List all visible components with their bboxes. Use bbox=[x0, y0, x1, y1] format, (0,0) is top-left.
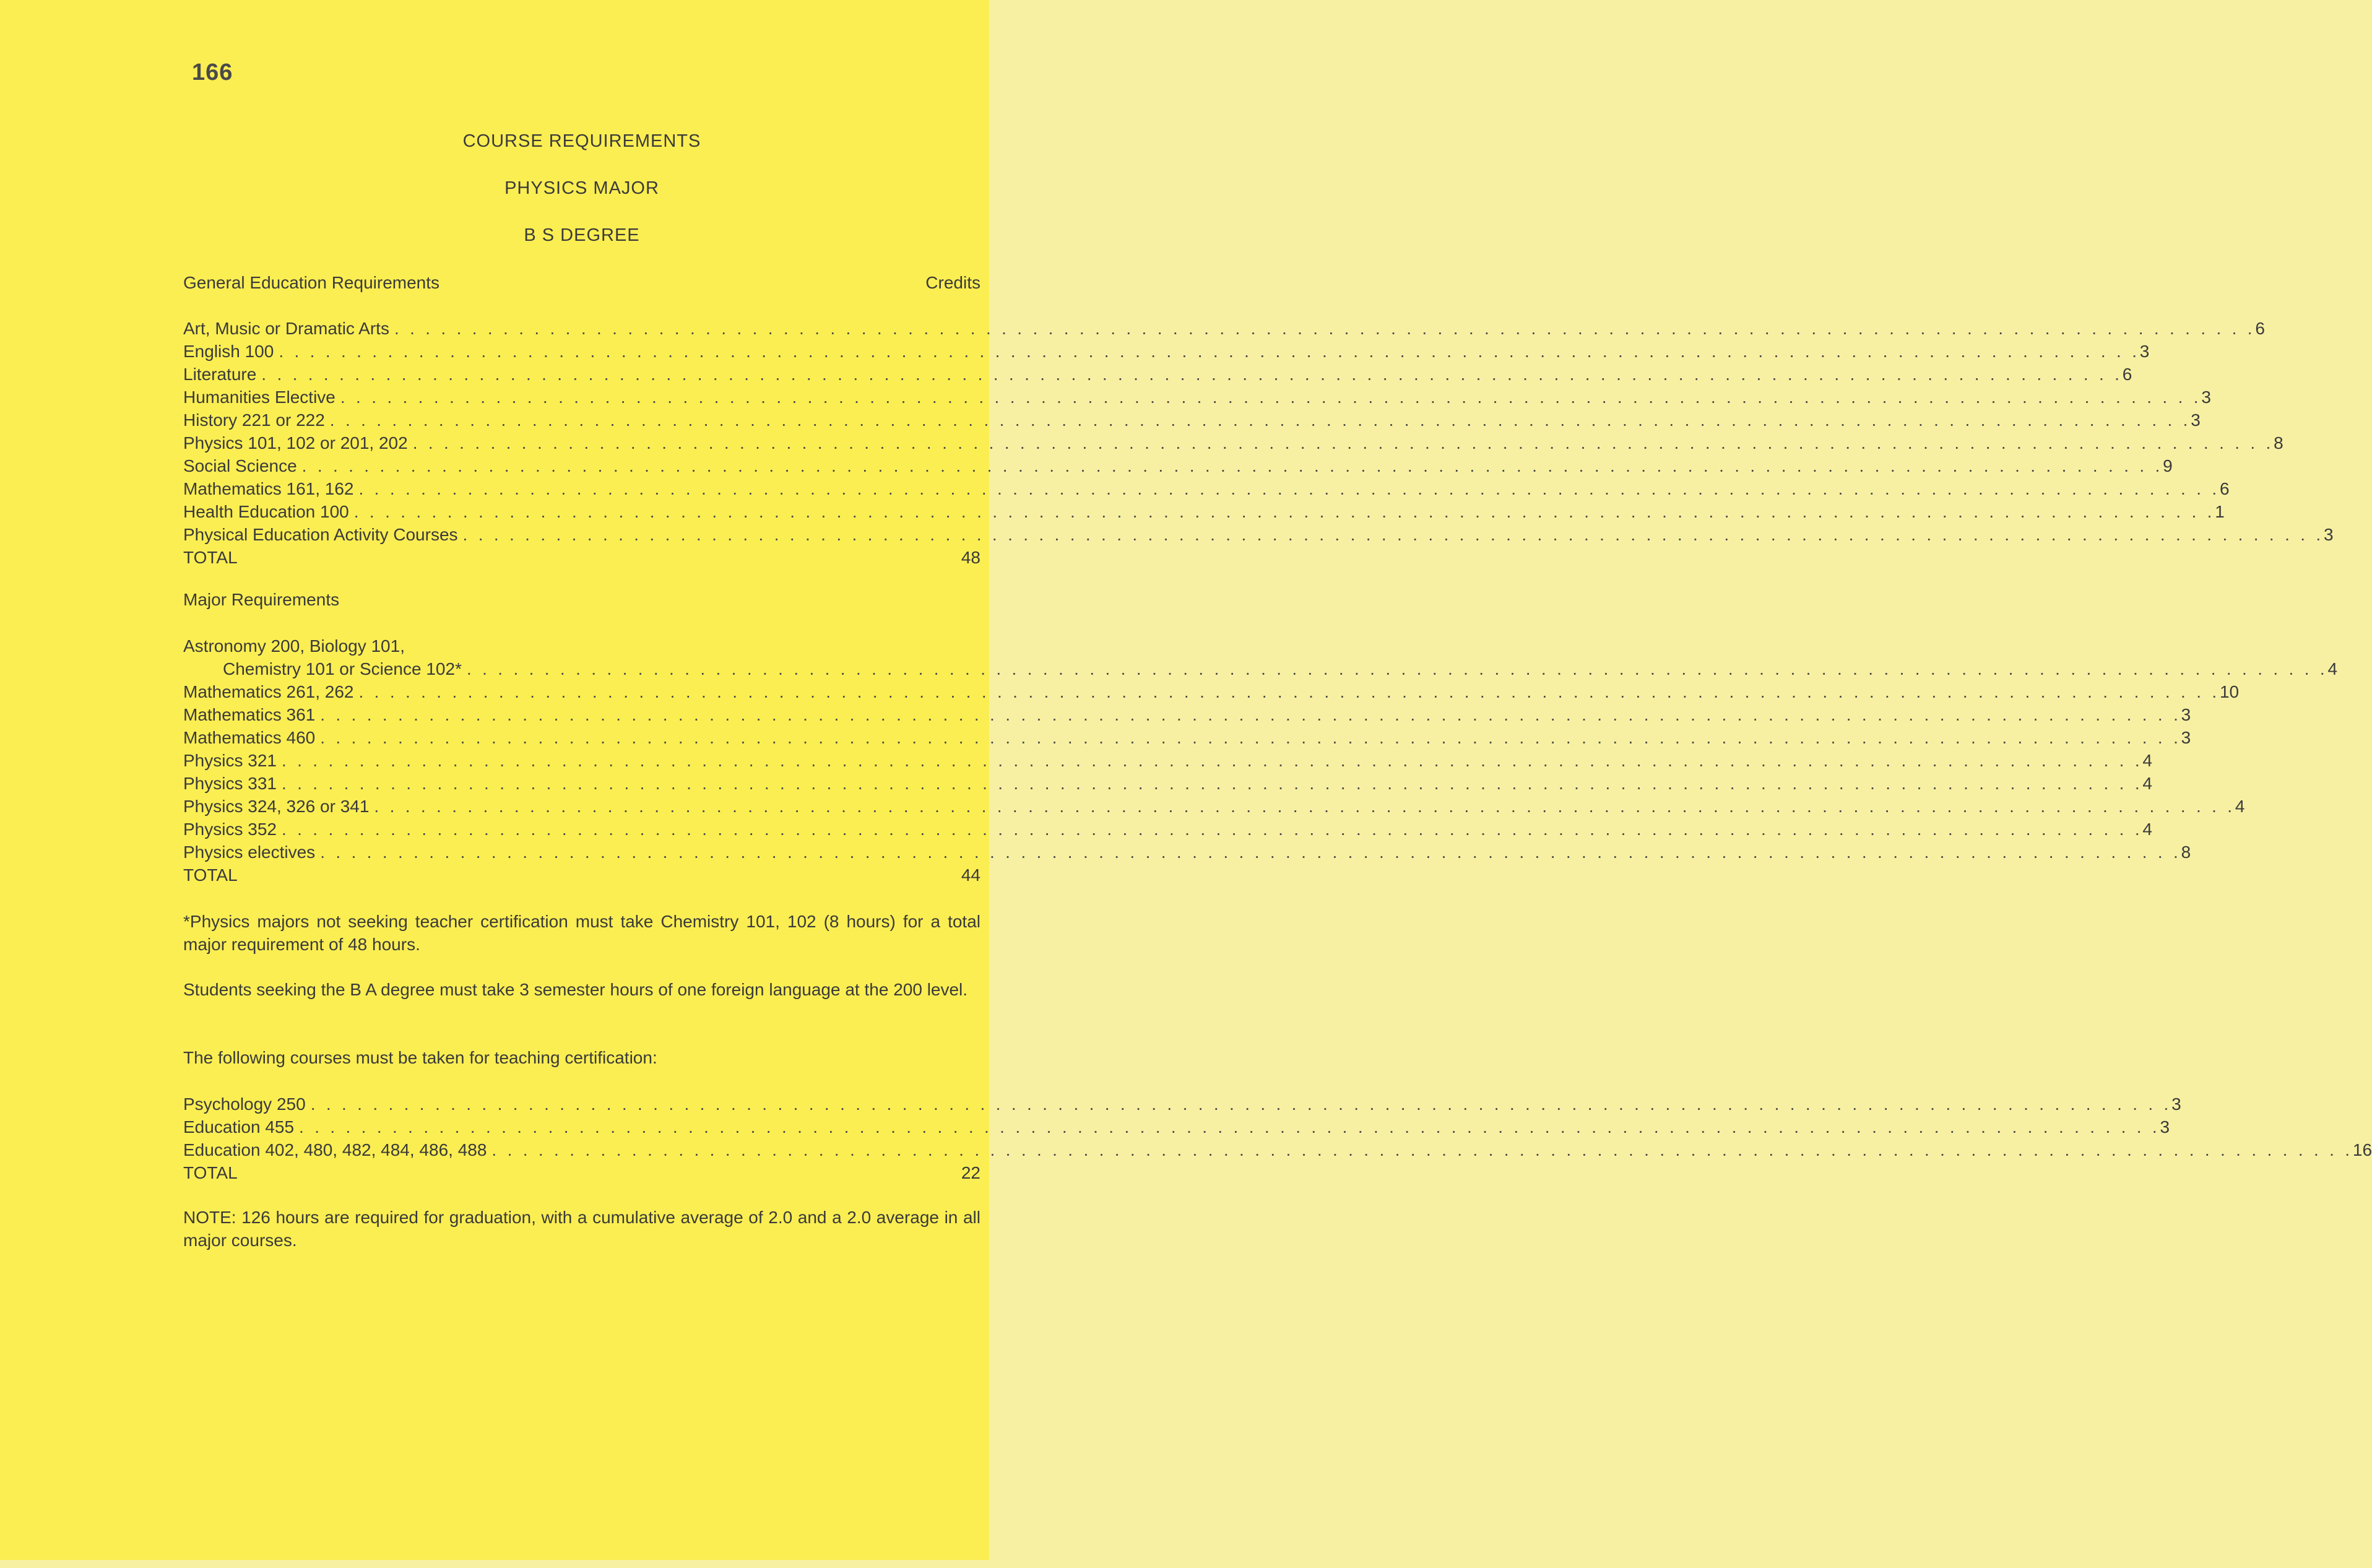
dot-leader: . . . . . . . . . . . . . . . . . . . . . . . . . . . . . . . . . . . . . . . . . . . . . . . . . . . . . . . . . . . . . . . . . . . . . . . . . . . . . . . . . . . . . . . . . . . . . . . . . . . . . . . . . . . . . . . . . . . . . . . . bbox=[329, 410, 2191, 430]
dot-leader: . . . . . . . . . . . . . . . . . . . . . . . . . . . . . . . . . . . . . . . . . . . . . . . . . . . . . . . . . . . . . . . . . . . . . . . . . . . . . . . . . . . . . . . . . . . . . . . . . . . . . . . . . . . . . . . . . . . . . . . . bbox=[320, 728, 2181, 747]
page-number: 166 bbox=[192, 59, 233, 85]
dot-leader: . . . . . . . . . . . . . . . . . . . . . . . . . . . . . . . . . . . . . . . . . . . . . . . . . . . . . . . . . . . . . . . . . . . . . . . . . . . . . . . . . . . . . . . . . . . . . . . . . . . . . . . . . . . . . . . . . . . . . . . . bbox=[281, 820, 2143, 839]
course-row bbox=[183, 523, 2334, 546]
total-row bbox=[183, 864, 980, 886]
course-credits: 3 bbox=[2201, 388, 2211, 407]
teaching-certification-list bbox=[183, 1093, 2372, 1184]
course-row bbox=[183, 386, 2211, 409]
course-credits: 3 bbox=[2171, 1094, 2181, 1114]
course-name: Chemistry 101 or Science 102* bbox=[223, 659, 462, 678]
course-name: Literature bbox=[183, 365, 257, 384]
course-row bbox=[183, 1093, 2181, 1115]
course-row bbox=[183, 749, 2152, 772]
course-row bbox=[183, 772, 2152, 795]
major-requirements-heading: Major Requirements bbox=[183, 590, 340, 609]
course-name: Physics 352 bbox=[183, 820, 277, 839]
course-credits: 3 bbox=[2139, 342, 2150, 361]
dot-leader: . . . . . . . . . . . . . . . . . . . . . . . . . . . . . . . . . . . . . . . . . . . . . . . . . . . . . . . . . . . . . . . . . . . . . . . . . . . . . . . . . . . . . . . . . . . . . . . . . . . . . . . . . . . . . . . . . . . . . . . . bbox=[466, 659, 2328, 678]
course-name: Physics electives bbox=[183, 842, 316, 862]
course-credits: 3 bbox=[2191, 410, 2201, 430]
dot-leader: . . . . . . . . . . . . . . . . . . . . . . . . . . . . . . . . . . . . . . . . . . . . . . . . . . . . . . . . . . . . . . . . . . . . . . . . . . . . . . . . . . . . . . . . . . . . . . . . . . . . . . . . . . . . . . . . . . . . . . . . bbox=[358, 682, 2220, 701]
dot-leader: . . . . . . . . . . . . . . . . . . . . . . . . . . . . . . . . . . . . . . . . . . . . . . . . . . . . . . . . . . . . . . . . . . . . . . . . . . . . . . . . . . . . . . . . . . . . . . . . . . . . . . . . . . . . . . . . . . . . . . . . bbox=[412, 433, 2274, 453]
dot-leader: . . . . . . . . . . . . . . . . . . . . . . . . . . . . . . . . . . . . . . . . . . . . . . . . . . . . . . . . . . . . . . . . . . . . . . . . . . . . . . . . . . . . . . . . . . . . . . . . . . . . . . . . . . . . . . . . . . . . . . . . bbox=[301, 456, 2163, 475]
credits-heading: Credits bbox=[925, 273, 980, 292]
course-credits: 6 bbox=[2219, 479, 2230, 498]
course-credits: 4 bbox=[2142, 774, 2152, 793]
course-row bbox=[183, 1138, 2372, 1161]
course-name: Psychology 250 bbox=[183, 1094, 306, 1114]
dot-leader: . . . . . . . . . . . . . . . . . . . . . . . . . . . . . . . . . . . . . . . . . . . . . . . . . . . . . . . . . . . . . . . . . . . . . . . . . . . . . . . . . . . . . . . . . . . . . . . . . . . . . . . . . . . . . . . . . . . . . . . . bbox=[261, 365, 2123, 384]
course-credits: 9 bbox=[2163, 456, 2173, 475]
course-row bbox=[183, 409, 2201, 431]
graduation-note: NOTE: 126 hours are required for graduation, with a cumulative average of 2.0 and a 2.0 average in all major courses. bbox=[183, 1208, 980, 1250]
course-row bbox=[183, 431, 2283, 454]
total-credits: 48 bbox=[961, 548, 980, 567]
dot-leader: . . . . . . . . . . . . . . . . . . . . . . . . . . . . . . . . . . . . . . . . . . . . . . . . . . . . . . . . . . . . . . . . . . . . . . . . . . . . . . . . . . . . . . . . . . . . . . . . . . . . . . . . . . . . . . . . . . . . . . . . bbox=[320, 705, 2181, 724]
course-credits: 8 bbox=[2274, 433, 2283, 453]
dot-leader: . . . . . . . . . . . . . . . . . . . . . . . . . . . . . . . . . . . . . . . . . . . . . . . . . . . . . . . . . . . . . . . . . . . . . . . . . . . . . . . . . . . . . . . . . . . . . . . . . . . . . . . . . . . . . . . . . . . . . . . . bbox=[279, 342, 2140, 361]
dot-leader: . . . . . . . . . . . . . . . . . . . . . . . . . . . . . . . . . . . . . . . . . . . . . . . . . . . . . . . . . . . . . . . . . . . . . . . . . . . . . . . . . . . . . . . . . . . . . . . . . . . . . . . . . . . . . . . . . . . . . . . . bbox=[310, 1094, 2172, 1114]
dot-leader: . . . . . . . . . . . . . . . . . . . . . . . . . . . . . . . . . . . . . . . . . . . . . . . . . . . . . . . . . . . . . . . . . . . . . . . . . . . . . . . . . . . . . . . . . . . . . . . . . . . . . . . . . . . . . . . . . . . . . . . . bbox=[462, 525, 2324, 544]
course-credits: 4 bbox=[2235, 797, 2245, 816]
dot-leader: . . . . . . . . . . . . . . . . . . . . . . . . . . . . . . . . . . . . . . . . . . . . . . . . . . . . . . . . . . . . . . . . . . . . . . . . . . . . . . . . . . . . . . . . . . . . . . . . . . . . . . . . . . . . . . . . . . . . . . . . bbox=[281, 751, 2143, 770]
course-name: Education 402, 480, 482, 484, 486, 488 bbox=[183, 1140, 487, 1159]
course-credits: 16 bbox=[2352, 1140, 2372, 1159]
course-credits: 10 bbox=[2219, 682, 2240, 701]
course-row bbox=[183, 500, 2225, 523]
course-credits: 6 bbox=[2122, 365, 2132, 384]
course-row bbox=[183, 1115, 2170, 1138]
dot-leader: . . . . . . . . . . . . . . . . . . . . . . . . . . . . . . . . . . . . . . . . . . . . . . . . . . . . . . . . . . . . . . . . . . . . . . . . . . . . . . . . . . . . . . . . . . . . . . . . . . . . . . . . . . . . . . . . . . . . . . . . bbox=[320, 842, 2181, 862]
course-credits: 3 bbox=[2181, 705, 2191, 724]
course-name: Health Education 100 bbox=[183, 502, 349, 521]
course-row bbox=[183, 340, 2150, 363]
course-name: English 100 bbox=[183, 342, 274, 361]
title-physics-major: PHYSICS MAJOR bbox=[504, 178, 659, 198]
course-name: Physics 101, 102 or 201, 202 bbox=[183, 433, 408, 453]
course-name: Physics 321 bbox=[183, 751, 277, 770]
total-label: TOTAL bbox=[183, 865, 238, 885]
dot-leader: . . . . . . . . . . . . . . . . . . . . . . . . . . . . . . . . . . . . . . . . . . . . . . . . . . . . . . . . . . . . . . . . . . . . . . . . . . . . . . . . . . . . . . . . . . . . . . . . . . . . . . . . . . . . . . . . . . . . . . . . bbox=[491, 1140, 2353, 1159]
course-name: Mathematics 361 bbox=[183, 705, 316, 724]
title-degree: B S DEGREE bbox=[524, 225, 640, 245]
course-name: Art, Music or Dramatic Arts bbox=[183, 319, 389, 338]
course-name: History 221 or 222 bbox=[183, 410, 325, 430]
course-name: Physics 324, 326 or 341 bbox=[183, 797, 370, 816]
general-header-row bbox=[183, 271, 980, 294]
course-credits: 8 bbox=[2181, 842, 2191, 862]
course-credits: 6 bbox=[2255, 319, 2265, 338]
course-credits: 3 bbox=[2323, 525, 2334, 544]
total-label: TOTAL bbox=[183, 1163, 238, 1182]
course-row bbox=[183, 317, 2265, 340]
teaching-certification-intro: The following courses must be taken for teaching certification: bbox=[183, 1048, 657, 1067]
major-first-line-text: Astronomy 200, Biology 101, bbox=[183, 636, 405, 656]
dot-leader: . . . . . . . . . . . . . . . . . . . . . . . . . . . . . . . . . . . . . . . . . . . . . . . . . . . . . . . . . . . . . . . . . . . . . . . . . . . . . . . . . . . . . . . . . . . . . . . . . . . . . . . . . . . . . . . . . . . . . . . . bbox=[358, 479, 2220, 498]
dot-leader: . . . . . . . . . . . . . . . . . . . . . . . . . . . . . . . . . . . . . . . . . . . . . . . . . . . . . . . . . . . . . . . . . . . . . . . . . . . . . . . . . . . . . . . . . . . . . . . . . . . . . . . . . . . . . . . . . . . . . . . . bbox=[353, 502, 2215, 521]
major-first-line bbox=[183, 635, 980, 657]
course-credits: 4 bbox=[2142, 751, 2152, 770]
course-credits: 3 bbox=[2181, 728, 2191, 747]
course-name: Mathematics 261, 262 bbox=[183, 682, 354, 701]
total-label: TOTAL bbox=[183, 548, 238, 567]
total-credits: 22 bbox=[961, 1163, 980, 1182]
dot-leader: . . . . . . . . . . . . . . . . . . . . . . . . . . . . . . . . . . . . . . . . . . . . . . . . . . . . . . . . . . . . . . . . . . . . . . . . . . . . . . . . . . . . . . . . . . . . . . . . . . . . . . . . . . . . . . . . . . . . . . . . bbox=[299, 1117, 2160, 1137]
major-requirements-list bbox=[183, 657, 2338, 886]
total-row bbox=[183, 1161, 980, 1184]
chemistry-footnote: *Physics majors not seeking teacher certification must take Chemistry 101, 102 (8 hours) for a total major requirement of 48 hours. bbox=[183, 912, 980, 954]
dot-leader: . . . . . . . . . . . . . . . . . . . . . . . . . . . . . . . . . . . . . . . . . . . . . . . . . . . . . . . . . . . . . . . . . . . . . . . . . . . . . . . . . . . . . . . . . . . . . . . . . . . . . . . . . . . . . . . . . . . . . . . . bbox=[394, 319, 2256, 338]
title-course-requirements: COURSE REQUIREMENTS bbox=[462, 131, 701, 151]
general-education-heading: General Education Requirements bbox=[183, 273, 440, 292]
course-row bbox=[183, 657, 2338, 680]
total-row bbox=[183, 546, 980, 569]
general-requirements-list bbox=[183, 317, 2334, 569]
course-name: Mathematics 161, 162 bbox=[183, 479, 354, 498]
course-name: Education 455 bbox=[183, 1117, 295, 1137]
ba-degree-note: Students seeking the B A degree must take 3 semester hours of one foreign language at the 200 level. bbox=[183, 980, 968, 999]
course-row bbox=[183, 363, 2132, 386]
course-row bbox=[183, 726, 2191, 749]
course-row bbox=[183, 703, 2191, 726]
course-row bbox=[183, 477, 2230, 500]
course-row bbox=[183, 818, 2152, 841]
course-row bbox=[183, 454, 2173, 477]
dot-leader: . . . . . . . . . . . . . . . . . . . . . . . . . . . . . . . . . . . . . . . . . . . . . . . . . . . . . . . . . . . . . . . . . . . . . . . . . . . . . . . . . . . . . . . . . . . . . . . . . . . . . . . . . . . . . . . . . . . . . . . . bbox=[374, 797, 2235, 816]
course-name: Social Science bbox=[183, 456, 297, 475]
course-row bbox=[183, 795, 2245, 818]
course-name: Physics 331 bbox=[183, 774, 277, 793]
course-credits: 1 bbox=[2215, 502, 2225, 521]
course-name: Physical Education Activity Courses bbox=[183, 525, 458, 544]
total-credits: 44 bbox=[961, 865, 980, 885]
course-name: Mathematics 460 bbox=[183, 728, 316, 747]
dot-leader: . . . . . . . . . . . . . . . . . . . . . . . . . . . . . . . . . . . . . . . . . . . . . . . . . . . . . . . . . . . . . . . . . . . . . . . . . . . . . . . . . . . . . . . . . . . . . . . . . . . . . . . . . . . . . . . . . . . . . . . . bbox=[340, 388, 2202, 407]
course-credits: 3 bbox=[2160, 1117, 2170, 1137]
course-row bbox=[183, 680, 2240, 703]
dot-leader: . . . . . . . . . . . . . . . . . . . . . . . . . . . . . . . . . . . . . . . . . . . . . . . . . . . . . . . . . . . . . . . . . . . . . . . . . . . . . . . . . . . . . . . . . . . . . . . . . . . . . . . . . . . . . . . . . . . . . . . . bbox=[281, 774, 2143, 793]
title-block bbox=[183, 129, 980, 270]
course-credits: 4 bbox=[2142, 820, 2152, 839]
course-credits: 4 bbox=[2327, 659, 2338, 678]
course-row bbox=[183, 841, 2191, 864]
course-name: Humanities Elective bbox=[183, 388, 335, 407]
